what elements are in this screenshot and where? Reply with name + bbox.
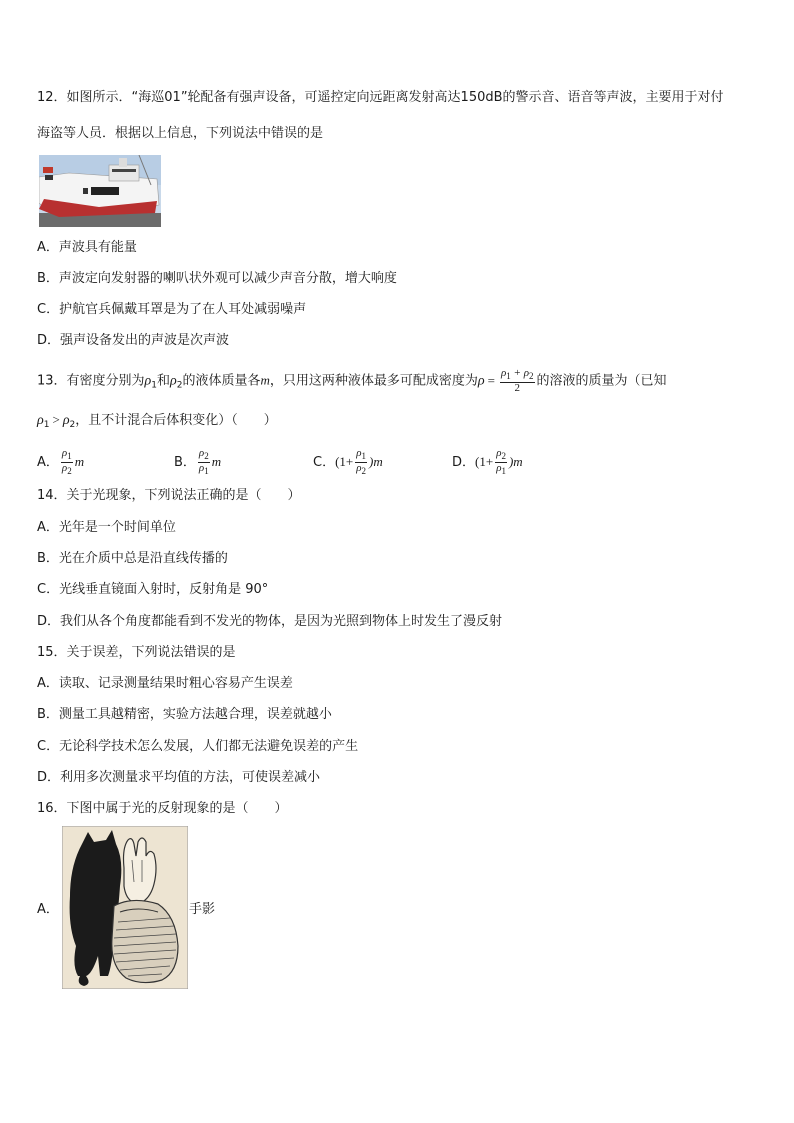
ship-photo [39, 155, 161, 227]
q14-option-c: C．光线垂直镜面入射时，反射角是 90° [37, 582, 269, 597]
q16-option-a-caption: 手影 [189, 902, 216, 917]
q15-option-b: B．测量工具越精密，实验方法越合理，误差就越小 [37, 707, 332, 722]
q13-text-c: 的液体质量各 [182, 373, 261, 389]
q12-stem-line2: 海盗等人员．根据以上信息，下列说法中错误的是 [37, 126, 324, 141]
q13-option-d: D．(1+ $\frac{\rho_2}{\rho_1}$ )m [452, 447, 523, 476]
q14-stem: 14．关于光现象，下列说法正确的是（ ） [37, 488, 301, 503]
q14-option-b: B．光在介质中总是沿直线传播的 [37, 551, 228, 566]
q13-option-a: A． $\frac{\rho_1}{\rho_2}$ m [37, 447, 85, 476]
q15-option-d: D．利用多次测量求平均值的方法，可使误差减小 [37, 770, 321, 785]
q13-text-a: 13．有密度分别为 [37, 373, 145, 389]
q14-option-d: D．我们从各个角度都能看到不发光的物体，是因为光照到物体上时发生了漫反射 [37, 614, 503, 629]
q12-stem-line1: 12．如图所示．“海巡01”轮配备有强声设备，可遥控定向远距离发射高达150dB的警示音、语音等声波，主要用于对付 [37, 90, 724, 105]
q13-line2-tail: ，且不计混合后体积变化）（ ） [75, 413, 277, 428]
q16-stem: 16．下图中属于光的反射现象的是（ ） [37, 801, 288, 816]
q13-stem-line1: 13．有密度分别为$\rho_1$和$\rho_2$的液体质量各m，只用这两种液体最多可配成密度为ρ = $\frac{\rho_1 + \rho_2}{2}$ 的溶液的质量为（已知 [37, 367, 667, 394]
q13-stem-line2: $\rho_1 > \rho_2$，且不计混合后体积变化）（ ） [37, 412, 277, 430]
q12-option-c: C．护航官兵佩戴耳罩是为了在人耳处减弱噪声 [37, 302, 307, 317]
q12-option-a: A．声波具有能量 [37, 240, 137, 255]
q15-option-c: C．无论科学技术怎么发展，人们都无法避免误差的产生 [37, 739, 359, 754]
q15-option-a: A．读取、记录测量结果时粗心容易产生误差 [37, 676, 293, 691]
q14-option-a: A．光年是一个时间单位 [37, 520, 176, 535]
q15-stem: 15．关于误差，下列说法错误的是 [37, 645, 236, 660]
q13-text-d: ，只用这两种液体最多可配成密度为 [269, 373, 478, 389]
q13-text-b: 和 [157, 373, 171, 389]
q12-option-b: B．声波定向发射器的喇叭状外观可以减少声音分散，增大响度 [37, 271, 397, 286]
q12-option-d: D．强声设备发出的声波是次声波 [37, 333, 230, 348]
hand-shadow-picture [62, 826, 188, 989]
q13-mix-density-fraction: $\frac{\rho_1 + \rho_2}{2}$ [501, 367, 534, 394]
q16-option-a-label: A． [37, 902, 59, 917]
q13-text-e: 的溶液的质量为（已知 [536, 373, 667, 389]
q13-option-b: B． $\frac{\rho_2}{\rho_1}$ m [174, 447, 222, 476]
q13-option-c: C．(1+ $\frac{\rho_1}{\rho_2}$ )m [313, 447, 383, 476]
